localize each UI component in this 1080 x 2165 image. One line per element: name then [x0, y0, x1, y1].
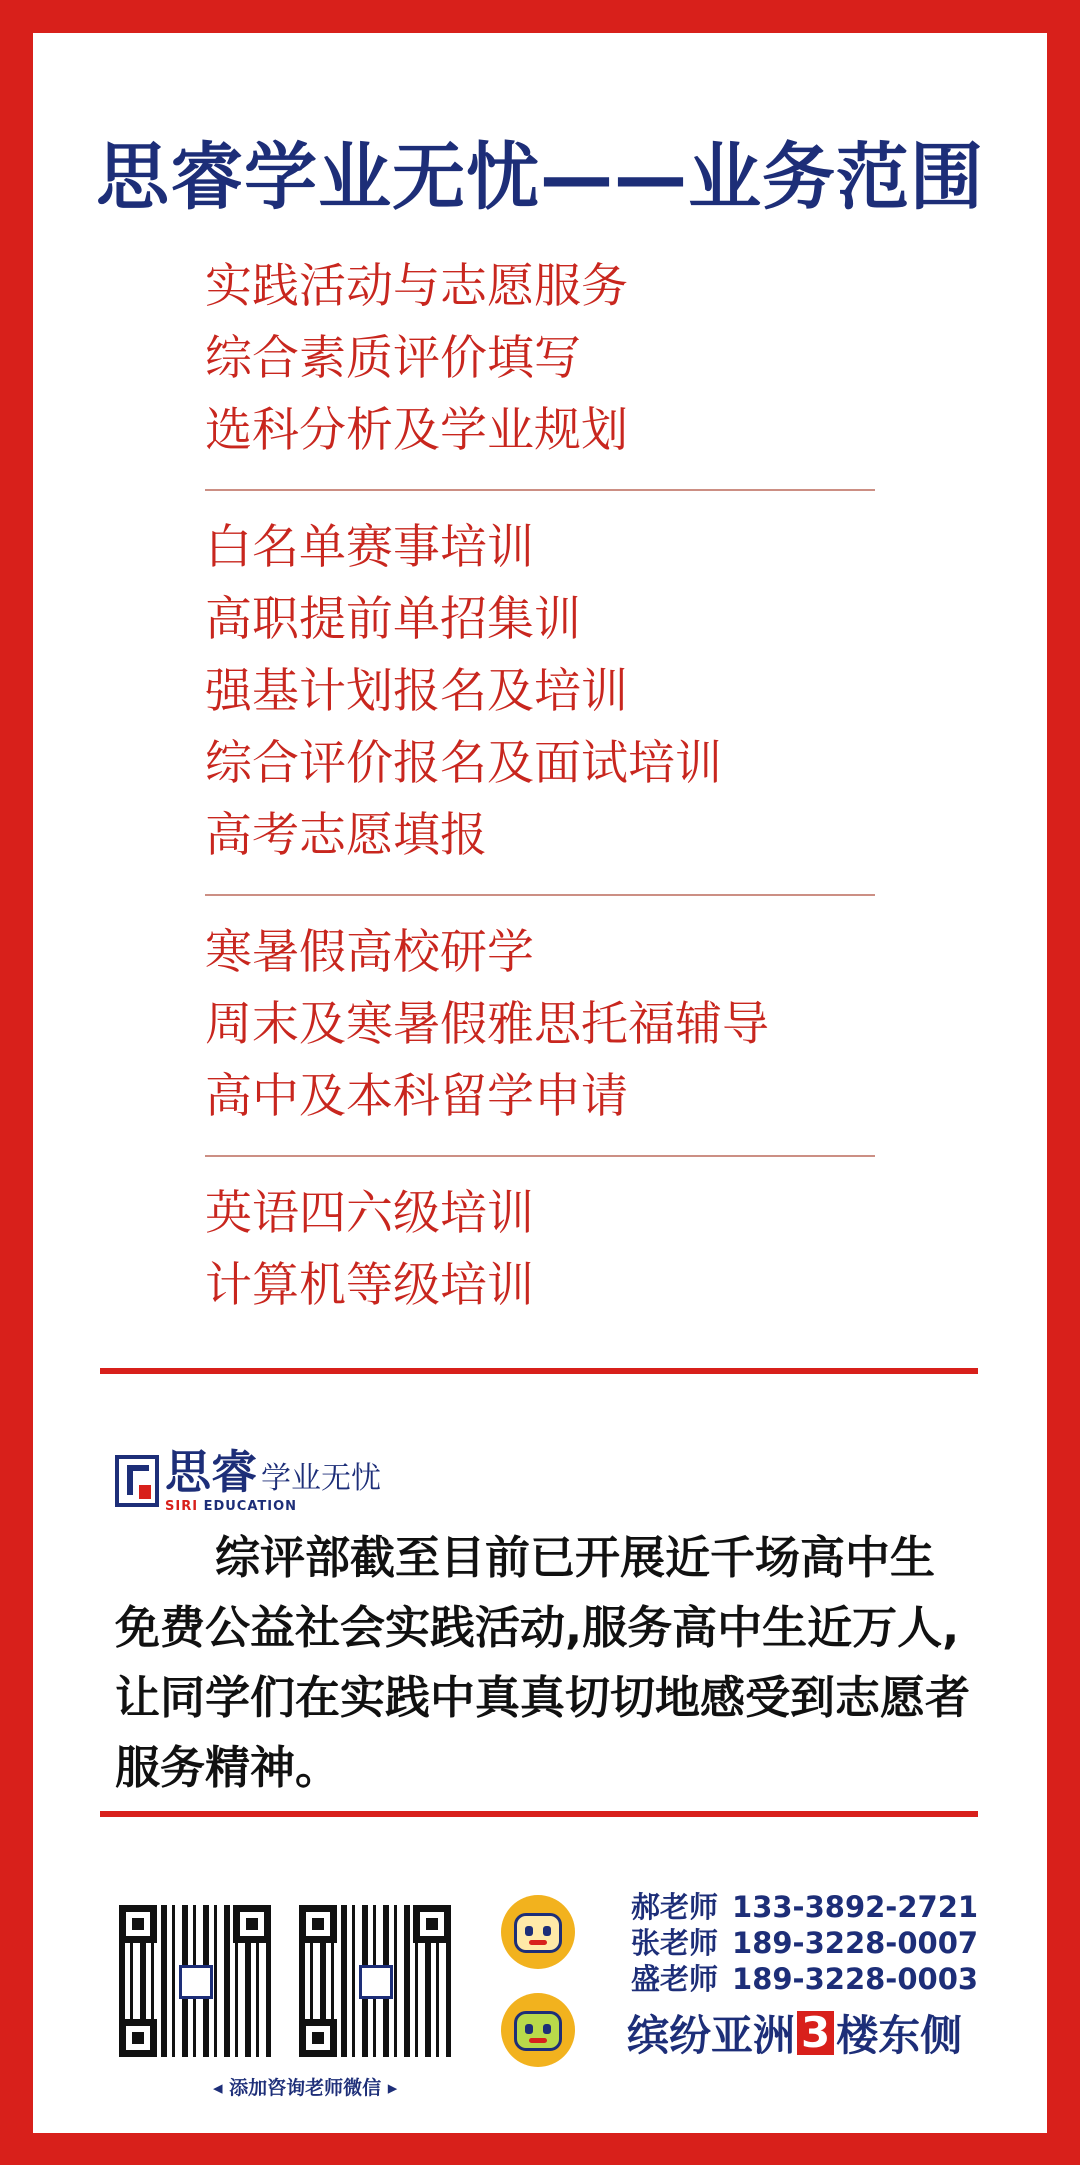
contact-list	[631, 1889, 978, 1997]
contact-row	[631, 1889, 978, 1925]
qr-finder	[119, 1905, 157, 1943]
service-item: 高考志愿填报	[205, 808, 487, 863]
service-item: 寒暑假高校研学	[205, 925, 534, 980]
service-group-1	[205, 251, 905, 467]
qr-finder	[299, 1905, 337, 1943]
service-group-4	[205, 1178, 905, 1322]
logo-english: SIRI EDUCATION	[165, 1499, 298, 1514]
service-item: 强基计划报名及培训	[205, 664, 628, 719]
service-item: 实践活动与志愿服务	[205, 259, 628, 314]
service-item: 综合评价报名及面试培训	[205, 736, 722, 791]
robot-location-icon	[501, 1993, 575, 2067]
robot-phone-icon	[501, 1895, 575, 1969]
divider	[205, 1155, 875, 1157]
qr-finder	[413, 1905, 451, 1943]
service-item: 白名单赛事培训	[205, 520, 534, 575]
section-rule	[100, 1811, 978, 1817]
qr-logo-icon	[359, 1965, 393, 1999]
service-item: 计算机等级培训	[205, 1258, 534, 1313]
floor-badge: 3	[797, 2011, 834, 2055]
service-item: 选科分析及学业规划	[205, 403, 628, 458]
service-item: 周末及寒暑假雅思托福辅导	[205, 997, 769, 1052]
contact-name: 郝老师	[631, 1890, 719, 1924]
contact-row	[631, 1925, 978, 1961]
contact-name: 张老师	[631, 1926, 719, 1960]
page-title: 思睿学业无忧——业务范围	[96, 135, 984, 220]
service-item: 英语四六级培训	[205, 1186, 534, 1241]
contact-name: 盛老师	[631, 1962, 719, 1996]
logo-mark-icon	[115, 1455, 159, 1507]
service-item: 高中及本科留学申请	[205, 1069, 628, 1124]
logo-name: 思睿	[165, 1445, 257, 1499]
service-item: 综合素质评价填写	[205, 331, 581, 386]
contact-phone: 189-3228-0007	[732, 1926, 979, 1960]
service-item: 高职提前单招集训	[205, 592, 581, 647]
qr-caption: ◂ 添加咨询老师微信 ▸	[213, 2077, 398, 2099]
brand-logo	[115, 1445, 381, 1514]
qr-logo-icon	[179, 1965, 213, 1999]
section-rule	[100, 1368, 978, 1374]
service-group-3	[205, 917, 905, 1133]
address: 缤纷亚洲 3 楼东侧	[627, 2008, 963, 2060]
qr-code-2	[295, 1901, 455, 2061]
service-list	[205, 251, 905, 1322]
qr-finder	[233, 1905, 271, 1943]
poster-sheet	[33, 33, 1047, 2133]
logo-slogan: 学业无忧	[261, 1461, 381, 1496]
qr-code-1	[115, 1901, 275, 2061]
qr-finder	[119, 2019, 157, 2057]
contact-phone: 133-3892-2721	[732, 1890, 979, 1924]
description-text: 综评部截至目前已开展近千场高中生免费公益社会实践活动,服务高中生近万人,让同学们在实践中真真切切地感受到志愿者服务精神。	[115, 1531, 971, 1794]
qr-finder	[299, 2019, 337, 2057]
contact-row	[631, 1961, 978, 1997]
contact-phone: 189-3228-0003	[732, 1962, 979, 1996]
service-group-2	[205, 512, 905, 872]
divider	[205, 489, 875, 491]
divider	[205, 894, 875, 896]
logo-text	[165, 1445, 381, 1514]
